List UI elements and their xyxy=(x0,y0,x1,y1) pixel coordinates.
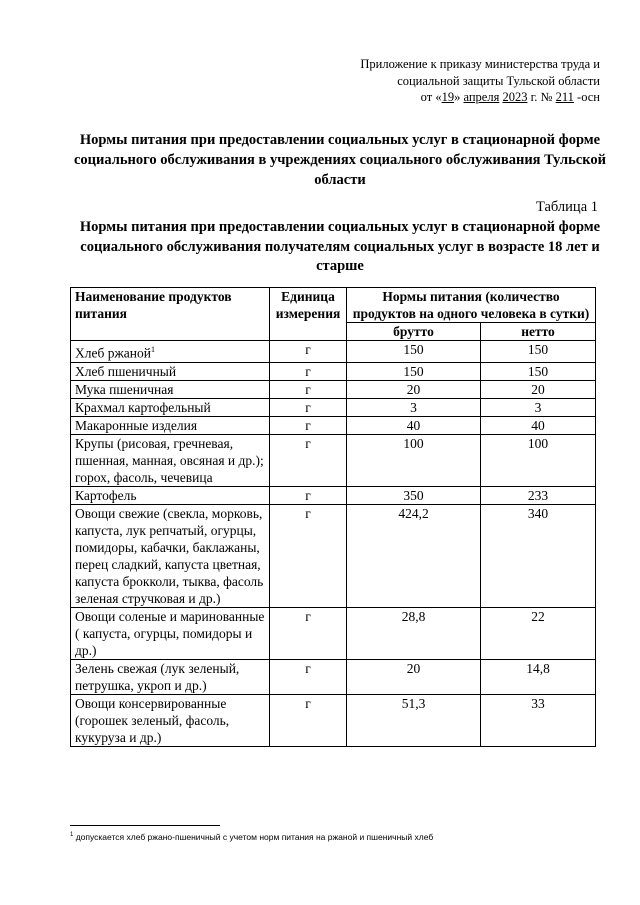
cell-netto: 14,8 xyxy=(481,659,596,694)
cell-netto: 150 xyxy=(481,362,596,380)
cell-unit: г xyxy=(270,380,347,398)
table-number: Таблица 1 xyxy=(535,199,598,215)
order-number: 211 xyxy=(555,90,574,104)
cell-product-name: Овощи свежие (свекла, морковь, капуста, лук репчатый, огурцы, помидоры, кабачки, баклажаны, перец сладкий, капуста цветная, капуста брокколи, тыква, фасоль зеленая стручковая и др.) xyxy=(71,504,270,607)
cell-product-name: Крупы (рисовая, гречневая, пшенная, манная, овсяная и др.); горох, фасоль, чечевица xyxy=(71,434,270,486)
footnote-divider xyxy=(70,825,220,826)
cell-netto: 3 xyxy=(481,398,596,416)
table-row xyxy=(71,659,596,694)
cell-brutto: 40 xyxy=(347,416,481,434)
table-row xyxy=(71,341,596,363)
footnote-ref: 1 xyxy=(151,345,155,354)
table-body xyxy=(71,341,596,747)
table-row xyxy=(71,434,596,486)
table-header-row xyxy=(71,288,596,323)
cell-unit: г xyxy=(270,694,347,746)
column-header-brutto: брутто xyxy=(347,323,481,341)
appendix-line-1: Приложение к приказу министерства труда и xyxy=(360,57,600,71)
order-appendix-note xyxy=(280,56,600,106)
order-month: апреля xyxy=(463,90,500,104)
cell-brutto: 51,3 xyxy=(347,694,481,746)
nutrition-norms-table xyxy=(70,287,596,747)
cell-product-name: Хлеб пшеничный xyxy=(71,362,270,380)
cell-unit: г xyxy=(270,607,347,659)
cell-netto: 20 xyxy=(481,380,596,398)
column-header-name: Наименование продуктов питания xyxy=(71,288,270,341)
table-row xyxy=(71,416,596,434)
table-row xyxy=(71,380,596,398)
appendix-line-2: социальной защиты Тульской области xyxy=(397,73,600,88)
cell-unit: г xyxy=(270,362,347,380)
cell-product-name: Зелень свежая (лук зеленый, петрушка, укроп и др.) xyxy=(71,659,270,694)
order-day: 19 xyxy=(441,90,455,104)
footnote-mark: 1 xyxy=(70,832,74,839)
table-row xyxy=(71,694,596,746)
table-title: Нормы питания при предоставлении социальных услуг в стационарной форме социального обслуживания получателям социальных услуг в возрасте 18 лет и старше xyxy=(79,219,601,274)
cell-brutto: 20 xyxy=(347,659,481,694)
table-row xyxy=(71,362,596,380)
cell-brutto: 424,2 xyxy=(347,504,481,607)
cell-unit: г xyxy=(270,434,347,486)
appendix-line-3: от «19» апреля 2023 г. № 211 -осн xyxy=(420,90,600,104)
cell-unit: г xyxy=(270,398,347,416)
table-row xyxy=(71,398,596,416)
cell-brutto: 3 xyxy=(347,398,481,416)
cell-product-name: Мука пшеничная xyxy=(71,380,270,398)
table-row xyxy=(71,607,596,659)
column-header-netto: нетто xyxy=(481,323,596,341)
cell-product-name: Крахмал картофельный xyxy=(71,398,270,416)
main-title: Нормы питания при предоставлении социальных услуг в стационарной форме социального обслуживания в учреждениях социального обслуживания Тульской области xyxy=(73,132,606,188)
order-year: 2023 xyxy=(502,90,528,104)
table-row xyxy=(71,504,596,607)
cell-brutto: 100 xyxy=(347,434,481,486)
cell-product-name: Макаронные изделия xyxy=(71,416,270,434)
cell-brutto: 350 xyxy=(347,486,481,504)
cell-brutto: 28,8 xyxy=(347,607,481,659)
cell-netto: 233 xyxy=(481,486,596,504)
table-row xyxy=(71,486,596,504)
cell-netto: 100 xyxy=(481,434,596,486)
cell-netto: 40 xyxy=(481,416,596,434)
cell-unit: г xyxy=(270,416,347,434)
cell-netto: 340 xyxy=(481,504,596,607)
cell-unit: г xyxy=(270,504,347,607)
column-header-norms: Нормы питания (количество продуктов на одного человека в сутки) xyxy=(347,288,596,323)
cell-brutto: 150 xyxy=(347,362,481,380)
cell-brutto: 20 xyxy=(347,380,481,398)
cell-brutto: 150 xyxy=(347,341,481,363)
cell-netto: 150 xyxy=(481,341,596,363)
cell-product-name: Овощи консервированные (горошек зеленый, фасоль, кукуруза и др.) xyxy=(71,694,270,746)
cell-product-name: Хлеб ржаной$^1$ xyxy=(71,341,270,363)
footnote-text: допускается хлеб ржано-пшеничный с учетом норм питания на ржаной и пшеничный хлеб xyxy=(73,832,434,842)
cell-netto: 33 xyxy=(481,694,596,746)
cell-product-name: Овощи соленые и маринованные ( капуста, огурцы, помидоры и др.) xyxy=(71,607,270,659)
cell-unit: г xyxy=(270,659,347,694)
column-header-unit: Единица измерения xyxy=(270,288,347,341)
footnote xyxy=(70,832,433,842)
cell-netto: 22 xyxy=(481,607,596,659)
cell-product-name: Картофель xyxy=(71,486,270,504)
cell-unit: г xyxy=(270,341,347,363)
cell-unit: г xyxy=(270,486,347,504)
